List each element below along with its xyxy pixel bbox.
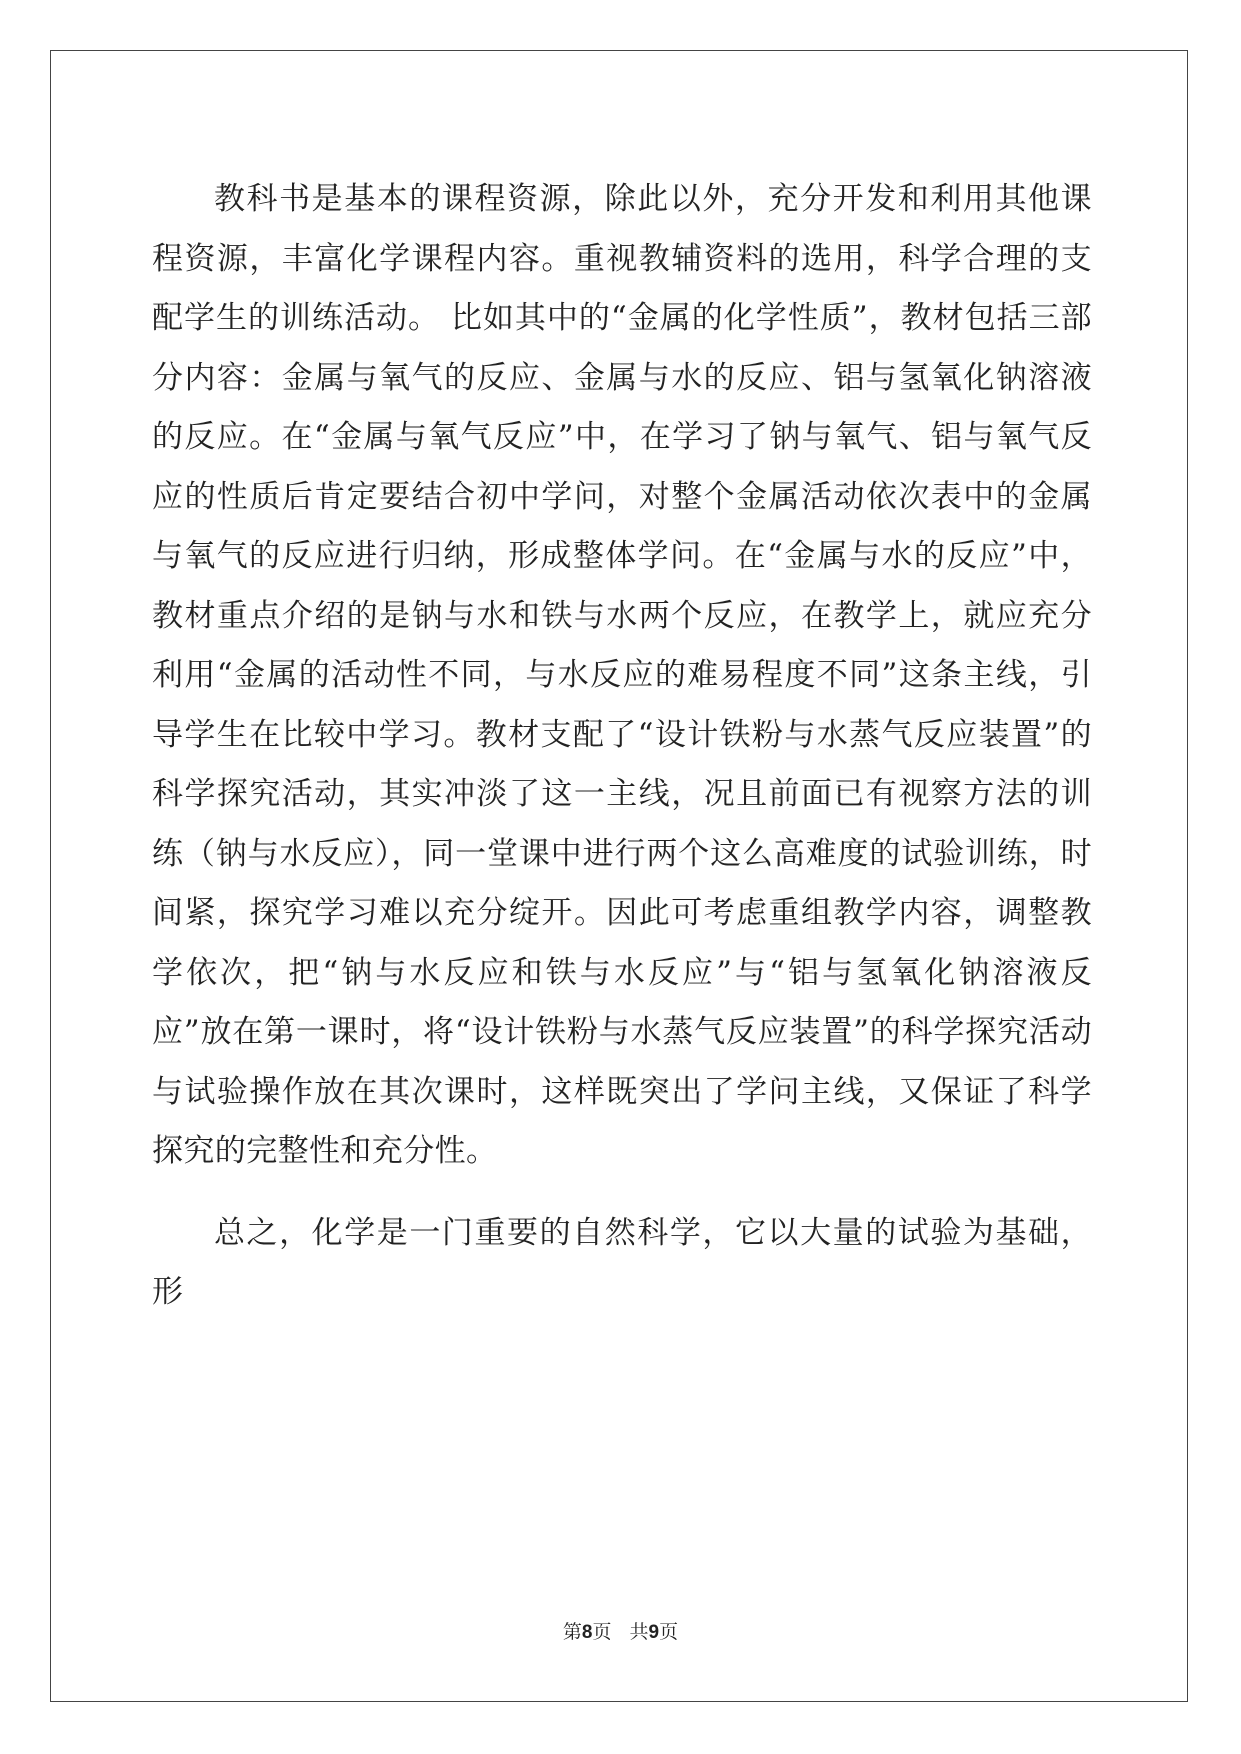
current-page-number: 8 bbox=[581, 1622, 593, 1643]
total-prefix: 共 bbox=[629, 1621, 649, 1643]
total-suffix: 页 bbox=[659, 1621, 679, 1643]
paragraph-conclusion: 总之，化学是一门重要的自然科学，它以大量的试验为基础，形 bbox=[152, 1214, 1092, 1310]
page-prefix: 第 bbox=[562, 1621, 582, 1643]
document-body bbox=[152, 170, 1092, 1323]
paragraph-curriculum-resources: 教科书是基本的课程资源，除此以外，充分开发和利用其他课程资源，丰富化学课程内容。重视教辅资料的选用，科学合理的支配学生的训练活动。 比如其中的“金属的化学性质”，教材包括三部分内容：金属与氧气的反应、金属与水的反应、铝与氢氧化钠溶液的反应。在“金属与氧气反应”中，在学习了钠与氧气、铝与氧气反应的性质后肯定要结合初中学问，对整个金属活动依次表中的金属与氧气的反应进行归纳，形成整体学问。在“金属与水的反应”中，教材重点介绍的是钠与水和铁与水两个反应，在教学上，就应充分利用“金属的活动性不同，与水反应的难易程度不同”这条主线，引导学生在比较中学习。教材支配了“设计铁粉与水蒸气反应装置”的科学探究活动，其实冲淡了这一主线，况且前面已有视察方法的训练（钠与水反应），同一堂课中进行两个这么高难度的试验训练，时间紧，探究学习难以充分绽开。因此可考虑重组教学内容，调整教学依次，把“钠与水反应和铁与水反应”与“铝与氢氧化钠溶液反应”放在第一课时，将“设计铁粉与水蒸气反应装置”的科学探究活动与试验操作放在其次课时，这样既突出了学问主线，又保证了科学探究的完整性和充分性。 bbox=[152, 181, 1092, 1169]
total-page-number: 9 bbox=[648, 1622, 660, 1643]
page-suffix: 页 bbox=[592, 1621, 612, 1643]
page-footer bbox=[0, 1617, 1241, 1644]
